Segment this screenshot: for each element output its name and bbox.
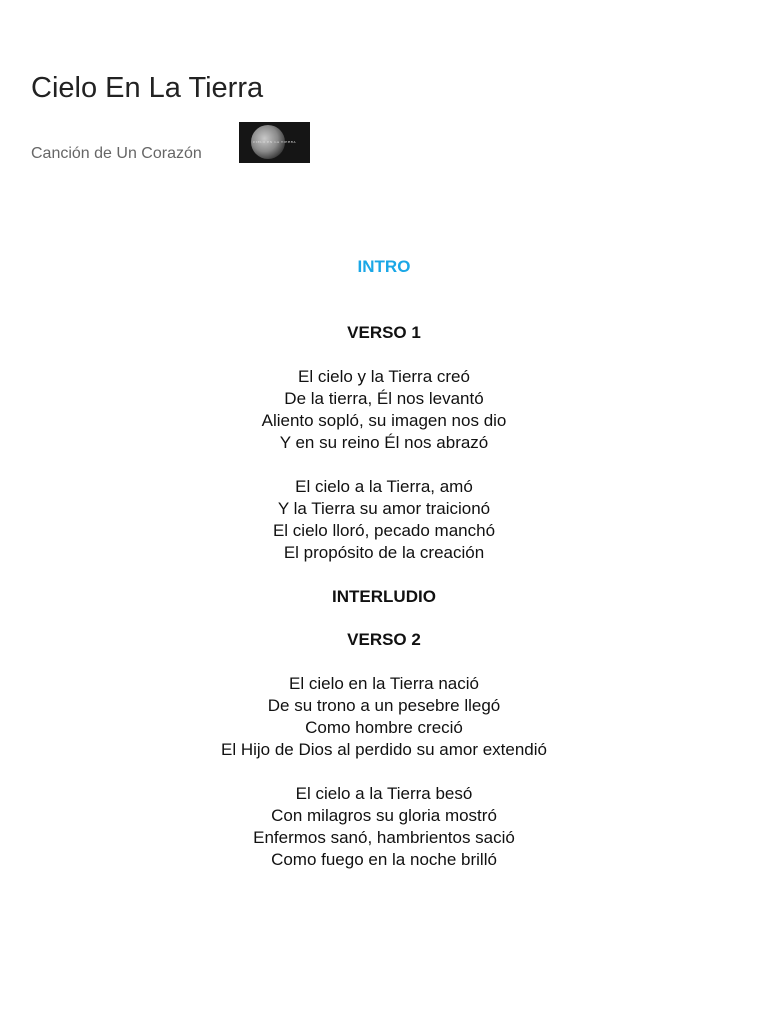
lyric-line: El cielo en la Tierra nació [289,674,479,693]
lyric-line: El cielo a la Tierra besó [295,784,473,803]
section-heading-intro: INTRO [357,257,411,276]
lyric-line: Como fuego en la noche brilló [271,850,497,869]
lyric-line: Aliento sopló, su imagen nos dio [261,411,507,430]
album-cover-text: CIELO EN LA TIERRA [252,140,297,144]
lyric-line: Y la Tierra su amor traicionó [277,499,491,518]
lyric-line: Y en su reino Él nos abrazó [279,433,489,452]
lyric-line: De la tierra, Él nos levantó [284,389,484,408]
lyric-line: Enfermos sanó, hambrientos sació [253,828,515,847]
lyric-line: El cielo a la Tierra, amó [295,477,473,496]
lyric-line: De su trono a un pesebre llegó [267,696,501,715]
section-heading-verse-2: VERSO 2 [347,630,421,649]
lyric-line: Como hombre creció [305,718,463,737]
artist-name[interactable]: Canción de Un Corazón [31,145,202,162]
lyric-line: Con milagros su gloria mostró [271,806,497,825]
lyric-line: El propósito de la creación [283,543,485,562]
lyric-line: El cielo lloró, pecado manchó [272,521,496,540]
album-cover[interactable] [239,122,310,163]
lyric-line: El cielo y la Tierra creó [298,367,470,386]
song-title: Cielo En La Tierra [31,72,264,104]
lyric-line: El Hijo de Dios al perdido su amor extendió [220,740,547,759]
lyrics-body [0,256,768,871]
section-heading-interlude: INTERLUDIO [332,587,436,606]
section-heading-verse-1: VERSO 1 [347,323,421,342]
